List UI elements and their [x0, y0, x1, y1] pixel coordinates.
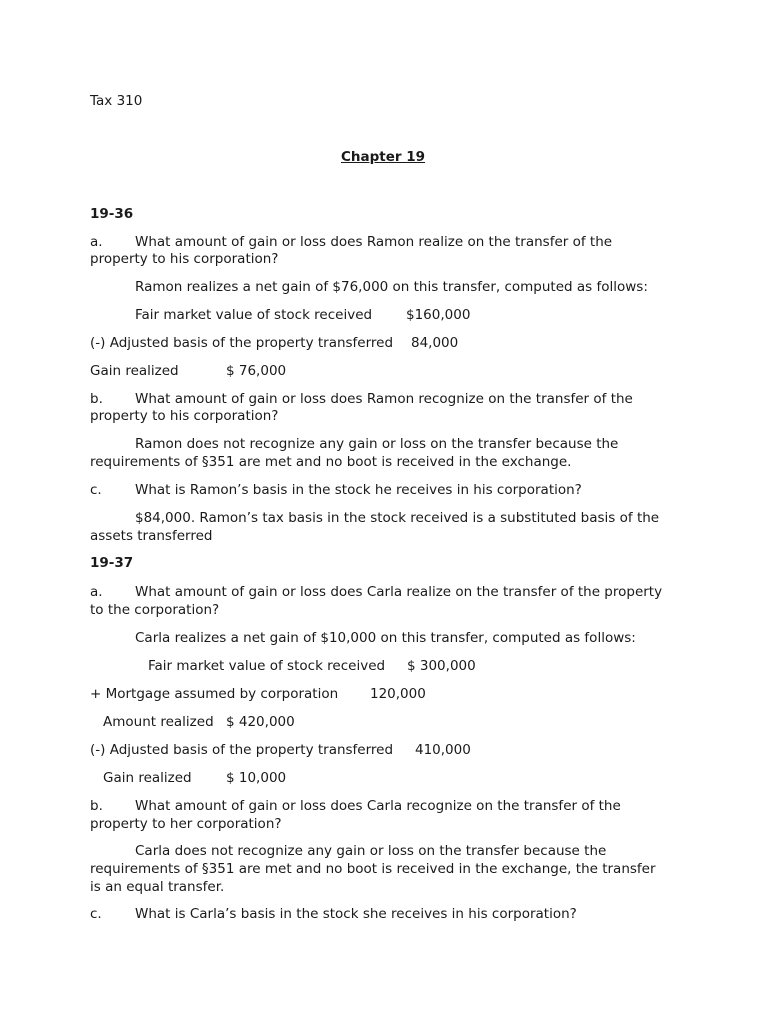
problem-number: 19-37 [90, 555, 134, 571]
answer-text: assets transferred [90, 528, 213, 544]
answer-text: is an equal transfer. [90, 879, 225, 895]
calc-value: 410,000 [415, 742, 471, 758]
question-text: property to his corporation? [90, 408, 279, 424]
calc-label: Fair market value of stock received [148, 658, 386, 674]
question-text: What amount of gain or loss does Ramon recognize on the transfer of the [135, 391, 633, 407]
question-text: to the corporation? [90, 602, 220, 618]
question-a [90, 233, 612, 251]
question-text: property to her corporation? [90, 816, 282, 832]
calc-value: 120,000 [370, 686, 426, 702]
calc-label: Gain realized [90, 363, 179, 379]
calc-value: $ 76,000 [226, 363, 287, 379]
question-text: property to his corporation? [90, 251, 279, 267]
question-text: What is Ramon’s basis in the stock he receives in his corporation? [135, 482, 582, 498]
calc-label: Amount realized [103, 714, 214, 730]
question-text: What is Carla’s basis in the stock she receives in his corporation? [135, 906, 577, 922]
calc-label: (-) Adjusted basis of the property transferred [90, 335, 394, 351]
question-label: a. [90, 234, 103, 250]
question-label: a. [90, 584, 103, 600]
question-b [90, 797, 621, 815]
answer-text: requirements of §351 are met and no boot is received in the exchange, the transfer [90, 861, 656, 877]
answer-text: Carla does not recognize any gain or loss on the transfer because the [135, 843, 607, 859]
question-c [90, 481, 582, 499]
answer-text: requirements of §351 are met and no boot is received in the exchange. [90, 454, 572, 470]
calc-label: Gain realized [103, 770, 192, 786]
question-label: c. [90, 482, 102, 498]
calc-value: $ 300,000 [407, 658, 476, 674]
question-text: What amount of gain or loss does Carla realize on the transfer of the property [135, 584, 663, 600]
question-b [90, 390, 633, 408]
question-label: b. [90, 798, 103, 814]
calc-value: 84,000 [411, 335, 459, 351]
answer-text: Ramon does not recognize any gain or loss on the transfer because the [135, 436, 619, 452]
chapter-title: Chapter 19 [341, 149, 426, 165]
calc-label: Fair market value of stock received [135, 307, 373, 323]
question-text: What amount of gain or loss does Carla recognize on the transfer of the [135, 798, 621, 814]
calc-value: $ 420,000 [226, 714, 295, 730]
answer-text: Ramon realizes a net gain of $76,000 on this transfer, computed as follows: [135, 279, 648, 295]
question-text: What amount of gain or loss does Ramon realize on the transfer of the [135, 234, 613, 250]
question-label: b. [90, 391, 103, 407]
course-name: Tax 310 [90, 93, 143, 109]
question-label: c. [90, 906, 102, 922]
calc-label: (-) Adjusted basis of the property transferred [90, 742, 394, 758]
problem-number: 19-36 [90, 206, 134, 222]
calc-value: $ 10,000 [226, 770, 287, 786]
calc-label: + Mortgage assumed by corporation [90, 686, 339, 702]
calc-value: $160,000 [406, 307, 471, 323]
question-a [90, 583, 662, 601]
answer-text: Carla realizes a net gain of $10,000 on this transfer, computed as follows: [135, 630, 636, 646]
question-c [90, 905, 577, 923]
answer-text: $84,000. Ramon’s tax basis in the stock received is a substituted basis of the [135, 510, 660, 526]
